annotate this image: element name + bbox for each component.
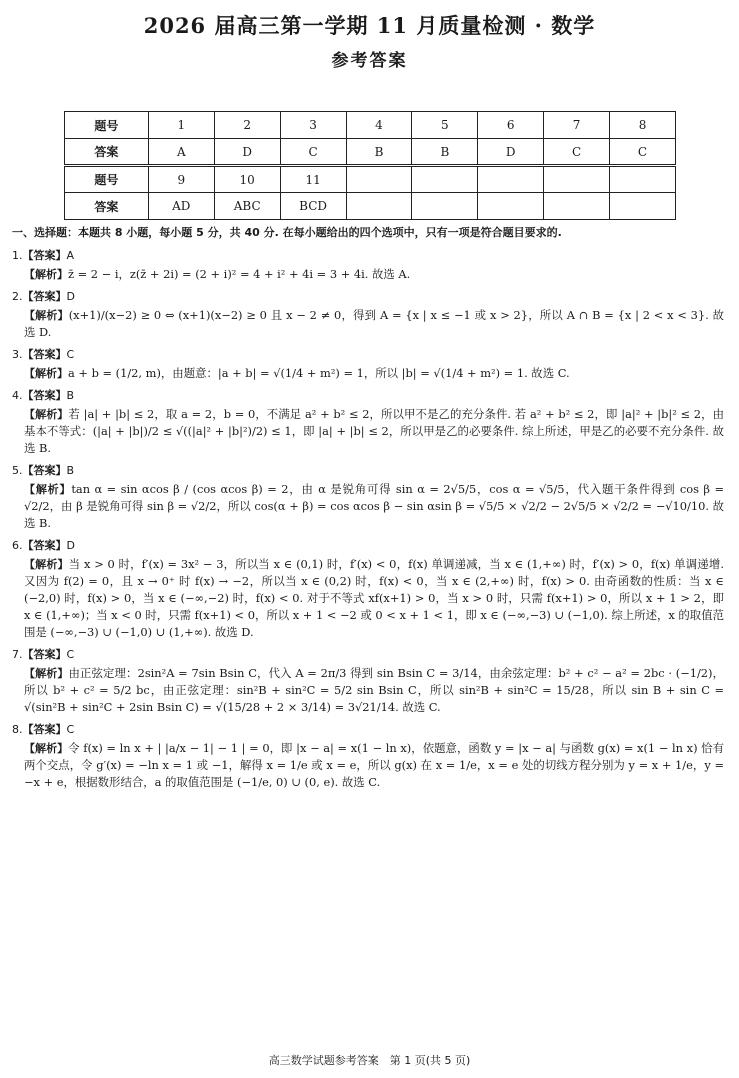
table-cell: 4 [346,112,412,139]
answer-tag: 【答案】 [22,389,67,402]
explanation [12,307,724,341]
question-number: 2. [12,290,23,303]
answer-tag: 【答案】 [22,723,67,736]
explain-tag: 【解析】 [24,742,69,755]
answer-line [12,537,724,554]
table-cell: AD [148,193,214,220]
answer-line [12,387,724,404]
explanation [12,406,724,457]
row-label: 题号 [65,112,149,139]
table-cell: 10 [214,166,280,193]
answer-table [64,111,676,220]
table-cell: BCD [280,193,346,220]
question-number: 3. [12,348,23,361]
explain-tag: 【解析】 [24,309,69,322]
explanation [12,556,724,641]
table-cell: ABC [214,193,280,220]
question-block [12,462,724,532]
table-row [65,112,676,139]
table-cell: 3 [280,112,346,139]
table-cell [412,193,478,220]
table-cell: D [214,139,280,166]
table-cell: 8 [610,112,676,139]
answer-line [12,462,724,479]
row-label: 题号 [65,166,149,193]
answer-value: C [66,723,75,736]
explanation [12,266,724,283]
question-number: 5. [12,464,23,477]
answer-value: D [66,539,75,552]
question-number: 6. [12,539,23,552]
table-cell [346,193,412,220]
explain-tag: 【解析】 [24,483,72,496]
page-footer: 高三数学试题参考答案 第 1 页(共 5 页) [268,1054,471,1067]
question-number: 8. [12,723,23,736]
answer-tag: 【答案】 [22,648,67,661]
explanation [12,481,724,532]
question-block [12,537,724,641]
question-block [12,247,724,283]
table-cell [544,193,610,220]
question-number: 7. [12,648,23,661]
answer-line [12,247,724,264]
solutions-body [12,224,724,796]
answer-value: A [66,249,75,262]
page-subtitle: 参考答案 [331,51,408,71]
question-block [12,721,724,791]
page-title: 2026 届高三第一学期 11 月质量检测 · 数学 [143,13,596,38]
table-cell [610,193,676,220]
table-cell [478,193,544,220]
table-row [65,139,676,166]
table-row [65,193,676,220]
explanation-text: 令 f(x) = ln x + | |a/x − 1| − 1 | = 0，即 |x − a| = x(1 − ln x)，依题意，函数 y = |x − a| 与函数 g(x) = x(1 − ln x) 恰有两个交点，令 g′(x) = −ln x = 1 或 −1，解得 x = 1/e 或 x = e，所以 g(x) 在 x = 1/e，x = e 处的切线方程分别为 y = x + 1/e，y = −x + e，根据数形结合，a 的取值范围是 (−1/e, 0) ∪ (0, e). 故选 C. [24,741,725,789]
explain-tag: 【解析】 [24,408,69,421]
table-cell [610,166,676,193]
answer-value: C [66,348,75,361]
explanation-text: (x+1)/(x−2) ≥ 0 ⇔ (x+1)(x−2) ≥ 0 且 x − 2 ≠ 0，得到 A = {x | x ≤ −1 或 x > 2}，所以 A ∩ B = {x | 2 < x < 3}. 故选 D. [24,308,724,339]
table-cell: 6 [478,112,544,139]
explanation-text: z̄ = 2 − i，z(z̄ + 2i) = (2 + i)² = 4 + i² + 4i = 3 + 4i. 故选 A. [68,267,411,281]
table-cell [412,166,478,193]
table-cell: B [346,139,412,166]
answer-line [12,721,724,738]
answer-value: D [66,290,75,303]
explanation-text: 由正弦定理：2sin²A = 7sin Bsin C，代入 A = 2π/3 得到 sin Bsin C = 3/14，由余弦定理：b² + c² − a² = 2bc · (−1/2)，所以 b² + c² = 5/2 bc，由正弦定理：sin²B + sin²C = 5/2 sin Bsin C，所以 sin²B + sin²C = 15/28，所以 sin B + sin C = √(sin²B + sin²C + 2sin Bsin C) = √(15/28 + 2 × 3/14) = 3√21/14. 故选 C. [24,666,724,714]
answer-tag: 【答案】 [22,290,67,303]
question-block [12,288,724,341]
explanation [12,740,724,791]
answer-value: C [66,648,75,661]
question-block [12,646,724,716]
question-block [12,387,724,457]
table-cell: A [148,139,214,166]
table-row [65,166,676,193]
table-cell: C [544,139,610,166]
explanation [12,665,724,716]
table-cell: 9 [148,166,214,193]
table-cell: 11 [280,166,346,193]
explanation-text: 当 x > 0 时，f′(x) = 3x² − 3，所以当 x ∈ (0,1) 时，f′(x) < 0，f(x) 单调递减，当 x ∈ (1,+∞) 时，f′(x) > 0，f(x) 单调递增. 又因为 f(2) = 0，且 x → 0⁺ 时 f(x) → −2，所以当 x ∈ (0,2) 时，f(x) < 0，当 x ∈ (2,+∞) 时，f(x) > 0. 由奇函数的性质：当 x ∈ (−2,0) 时，f(x) > 0，当 x ∈ (−∞,−2) 时，f(x) < 0. 对于不等式 xf(x+1) > 0，当 x > 0 时，只需 f(x+1) > 0，所以 x + 1 > 2，即 x ∈ (1,+∞)；当 x < 0 时，只需 f(x+1) < 0，所以 x + 1 < −2 或 0 < x + 1 < 1，即 x ∈ (−∞,−3) ∪ (−1,0). 综上所述，x 的取值范围是 (−∞,−3) ∪ (−1,0) ∪ (1,+∞). 故选 D. [24,557,724,639]
explain-tag: 【解析】 [24,268,68,281]
explain-tag: 【解析】 [24,667,69,680]
answer-tag: 【答案】 [22,539,67,552]
explanation-text: a + b = (1/2, m)，由题意：|a + b| = √(1/4 + m²) = 1，所以 |b| = √(1/4 + m²) = 1. 故选 C. [68,366,570,380]
explanation-text: 若 |a| + |b| ≤ 2，取 a = 2，b = 0，不满足 a² + b² ≤ 2，所以甲不是乙的充分条件. 若 a² + b² ≤ 2，即 |a|² + |b|² ≤ 2，由基本不等式：(|a| + |b|)/2 ≤ √((|a|² + |b|²)/2) ≤ 1，即 |a| + |b| ≤ 2，所以甲是乙的必要条件. 综上所述，甲是乙的必要不充分条件. 故选 B. [24,407,724,455]
row-label: 答案 [65,193,149,220]
answer-line [12,346,724,363]
explanation-text: tan α = sin αcos β / (cos αcos β) = 2，由 α 是锐角可得 sin α = 2√5/5，cos α = √5/5，代入题干条件得到 cos β = √2/2，由 β 是锐角可得 sin β = √2/2，所以 cos(α + β) = cos αcos β − sin αsin β = √5/5 × √2/2 − 2√5/5 × √2/2 = −√10/10. 故选 B. [24,482,724,530]
table-cell [346,166,412,193]
table-cell: B [412,139,478,166]
table-cell: 1 [148,112,214,139]
answer-tag: 【答案】 [22,348,67,361]
answer-tag: 【答案】 [22,249,67,262]
section-heading: 一、选择题：本题共 8 小题，每小题 5 分，共 40 分. 在每小题给出的四个选项中，只有一项是符合题目要求的. [12,226,562,239]
answer-line [12,288,724,305]
table-cell [478,166,544,193]
answer-line [12,646,724,663]
table-cell: 5 [412,112,478,139]
table-cell: 7 [544,112,610,139]
answer-value: B [66,389,75,402]
table-cell: D [478,139,544,166]
answer-tag: 【答案】 [22,464,67,477]
table-cell: C [280,139,346,166]
table-cell [544,166,610,193]
table-cell: C [610,139,676,166]
answer-value: B [66,464,75,477]
explain-tag: 【解析】 [24,367,68,380]
explain-tag: 【解析】 [24,558,69,571]
question-block [12,346,724,382]
question-number: 1. [12,249,23,262]
explanation [12,365,724,382]
table-cell: 2 [214,112,280,139]
row-label: 答案 [65,139,149,166]
question-number: 4. [12,389,23,402]
